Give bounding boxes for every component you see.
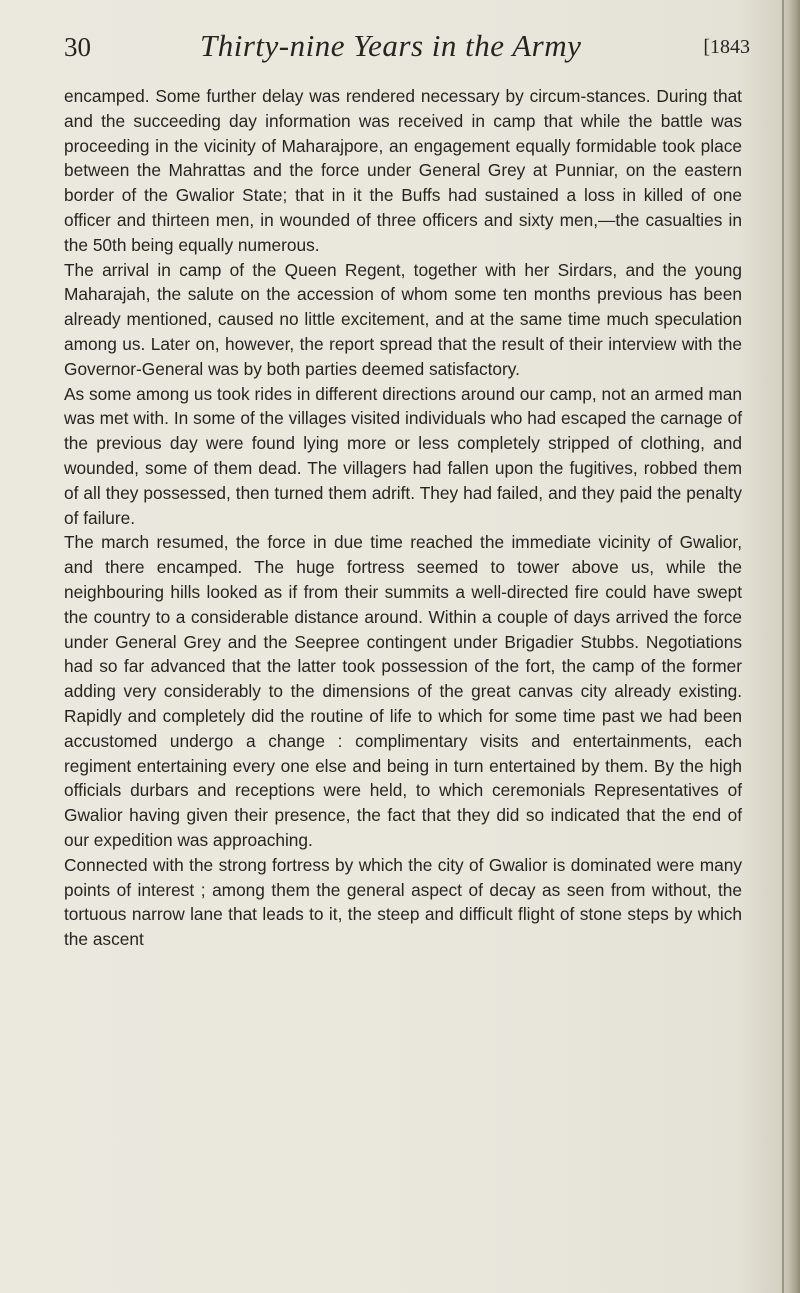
running-title: Thirty-nine Years in the Army <box>200 28 582 63</box>
running-year: [1843 <box>703 36 750 58</box>
paragraph: Connected with the strong fortress by which the city of Gwalior is dominated were many points of interest ; among them the general aspect of decay as seen from without, the tortuous narrow lane that leads to it, the steep and difficult flight of stone steps by which the ascent <box>64 854 742 950</box>
paragraph: The march resumed, the force in due time reached the immediate vicinity of Gwalior, and there encamped. The huge fortress seemed to tower above us, while the neighbouring hills looked as if from their summits a well-directed fire could have swept the country to a considerable distance around. Within a couple of days arrived the force under General Grey and the Seepree contingent under Brigadier Stubbs. Negotiations had so far advanced that the latter took possession of the fort, the camp of the former adding very considerably to the dimensions of the great canvas city already existing. Rapidly and completely did the routine of life to which for some time past we had been accustomed undergo a change : complimentary visits and entertainments, each regiment entertaining every one else and being in turn entertained by them. By the high officials durbars and receptions were held, to which ceremonials Representatives of Gwalior having given their presence, the fact that they did so indicated that the end of our expedition was approaching. <box>64 532 742 850</box>
body-text <box>64 84 742 952</box>
paragraph: The arrival in camp of the Queen Regent, together with her Sirdars, and the young Maharajah, the salute on the accession of whom some ten months previous has been already mentioned, caused no little excitement, and at the same time much speculation among us. Later on, however, the report spread that the result of their interview with the Governor-General was by both parties deemed satisfactory. <box>64 259 742 379</box>
running-header <box>64 28 754 68</box>
paragraph: encamped. Some further delay was rendered necessary by circum-stances. During that and the succeeding day information was received in camp that while the battle was proceeding in the vicinity of Maharajpore, an engagement equally formidable took place between the Mahrattas and the force under General Grey at Punniar, on the eastern border of the Gwalior State; that in it the Buffs had sustained a loss in killed of one officer and thirteen men, in wounded of three officers and sixty men,—the casualties in the 50th being equally numerous. <box>64 86 742 255</box>
paragraph: As some among us took rides in different directions around our camp, not an armed man was met with. In some of the villages visited individuals who had escaped the carnage of the previous day were found lying more or less completely stripped of clothing, and wounded, some of them dead. The villagers had fallen upon the fugitives, robbed them of all they possessed, then turned them adrift. They had failed, and they paid the penalty of failure. <box>64 383 742 528</box>
page-edge-line <box>782 0 784 1293</box>
page-number: 30 <box>64 32 91 62</box>
